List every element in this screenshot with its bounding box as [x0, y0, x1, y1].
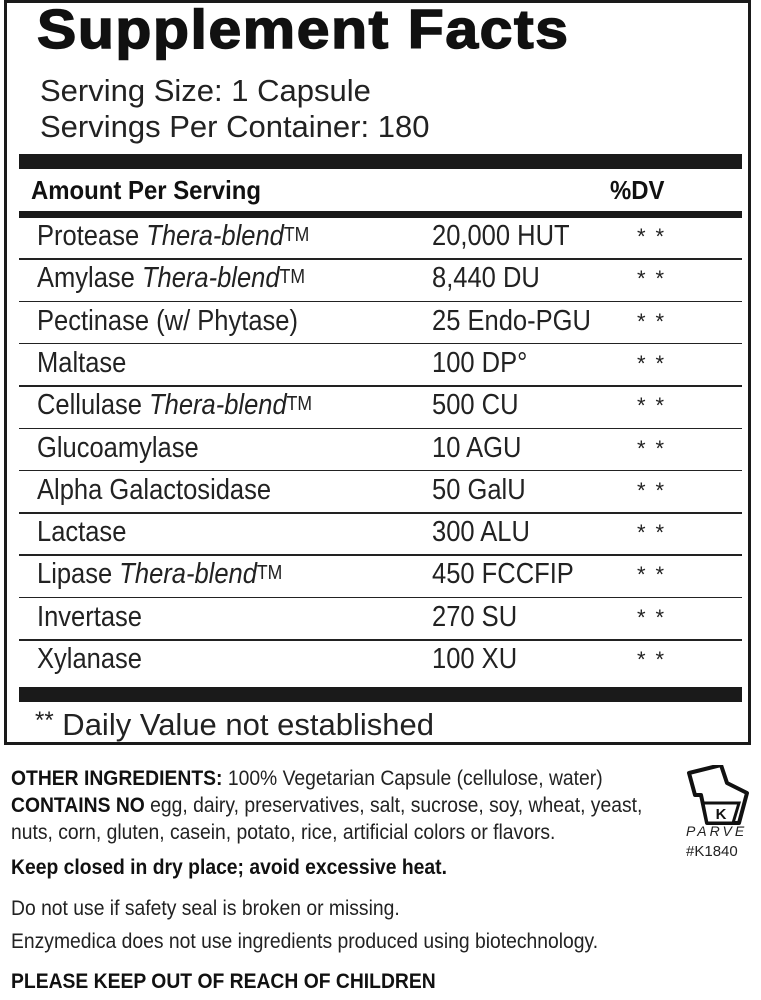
footnote [35, 707, 434, 743]
row-divider [19, 343, 742, 345]
nutrient-amount: 100 XU [432, 643, 518, 675]
nutrient-name [37, 516, 126, 549]
divider-medium [19, 211, 742, 218]
row-divider [19, 512, 742, 514]
divider-thick [19, 154, 742, 169]
nutrient-name [37, 474, 271, 507]
nutrient-name [37, 347, 126, 380]
blend-name: Thera-blend [119, 558, 257, 591]
blend-name: Thera-blend [146, 220, 284, 252]
nutrient-amount: 500 CU [432, 389, 519, 422]
contains-no-continued: nuts, corn, gluten, casein, potato, rice, artificial colors or flavors. [11, 821, 556, 844]
blend-name: Thera-blend [141, 262, 280, 295]
trademark-symbol: TM [279, 266, 305, 289]
serving-size: Serving Size: 1 Capsule [40, 73, 371, 108]
trademark-symbol: TM [256, 562, 283, 585]
dv-header: %DV [610, 175, 665, 205]
row-divider [19, 385, 742, 387]
nutrient-name [37, 389, 312, 422]
amount-per-serving-header: Amount Per Serving [31, 175, 261, 205]
divider-thick-bottom [19, 687, 742, 702]
nutrient-name [37, 643, 142, 676]
panel-title: Supplement Facts [37, 0, 570, 60]
nutrient-name [37, 601, 142, 634]
nutrient-amount: 25 Endo-PGU [432, 304, 591, 337]
nutrient-amount: 20,000 HUT [432, 220, 570, 252]
nutrient-dv: ** [637, 520, 675, 546]
nutrient-name [37, 262, 305, 295]
row-divider [19, 428, 742, 430]
nutrient-name-text: Protease [37, 220, 147, 252]
nutrient-dv: ** [637, 224, 675, 249]
row-divider [19, 258, 742, 260]
other-ingredients-text: 100% Vegetarian Capsule (cellulose, water) [222, 767, 603, 790]
footnote-stars: ** [35, 707, 54, 734]
nutrient-name-text: Maltase [37, 346, 127, 379]
nutrient-dv: ** [637, 393, 675, 419]
row-divider [19, 301, 742, 303]
nutrient-amount: 270 SU [432, 600, 518, 633]
children-warning: PLEASE KEEP OUT OF REACH OF CHILDREN [11, 970, 436, 993]
nutrient-name-text: Glucoamylase [37, 431, 199, 464]
nutrient-dv: ** [637, 435, 675, 461]
nutrient-amount: 450 FCCFIP [432, 558, 574, 591]
nutrient-amount: 10 AGU [432, 431, 522, 464]
nutrient-amount: 8,440 DU [432, 262, 540, 295]
servings-per-container: Servings Per Container: 180 [40, 109, 430, 144]
trademark-symbol: TM [286, 393, 313, 416]
nutrient-name-text: Lactase [37, 516, 127, 549]
kosher-id: #K1840 [686, 843, 738, 860]
contains-no [11, 794, 642, 818]
nutrient-dv: ** [637, 266, 675, 292]
nutrient-name-text: Pectinase (w/ Phytase) [37, 304, 298, 337]
nutrient-amount: 50 GalU [432, 473, 526, 506]
seal-warning: Do not use if safety seal is broken or missing. [11, 897, 400, 920]
kosher-letter: K [715, 806, 727, 823]
nutrient-dv: ** [637, 647, 675, 672]
nutrient-amount: 100 DP° [432, 346, 528, 379]
parve-label: PARVE [686, 823, 748, 839]
contains-no-label: CONTAINS NO [11, 794, 145, 817]
nutrient-name-text: Cellulase [37, 389, 150, 422]
nutrient-name [37, 432, 199, 465]
nutrient-dv: ** [637, 308, 675, 334]
nutrient-name [37, 305, 298, 338]
nutrient-name-text: Alpha Galactosidase [37, 473, 272, 506]
other-ingredients-label: OTHER INGREDIENTS: [11, 767, 223, 790]
blend-name: Thera-blend [149, 389, 287, 422]
nutrient-dv: ** [637, 562, 675, 588]
supplement-facts-panel [4, 0, 751, 745]
nutrient-name-text: Invertase [37, 600, 142, 633]
row-divider [19, 554, 742, 556]
nutrient-name [37, 220, 309, 253]
nutrient-dv: ** [637, 477, 675, 503]
nutrient-amount: 300 ALU [432, 516, 530, 549]
nutrient-dv: ** [637, 604, 675, 630]
trademark-symbol: TM [283, 224, 310, 246]
nutrient-name [37, 558, 282, 591]
storage-instructions: Keep closed in dry place; avoid excessive heat. [11, 856, 447, 879]
footnote-text: Daily Value not established [53, 707, 434, 742]
row-divider [19, 470, 742, 472]
row-divider [19, 639, 742, 641]
biotech-statement: Enzymedica does not use ingredients produced using biotechnology. [11, 930, 599, 953]
nutrient-name-text: Amylase [37, 262, 142, 295]
nutrient-dv: ** [637, 350, 675, 376]
nutrient-name-text: Lipase [37, 558, 120, 591]
nutrient-name-text: Xylanase [37, 643, 142, 675]
other-ingredients [11, 767, 603, 791]
row-divider [19, 597, 742, 599]
contains-no-text: egg, dairy, preservatives, salt, sucrose, soy, wheat, yeast, [144, 794, 643, 817]
